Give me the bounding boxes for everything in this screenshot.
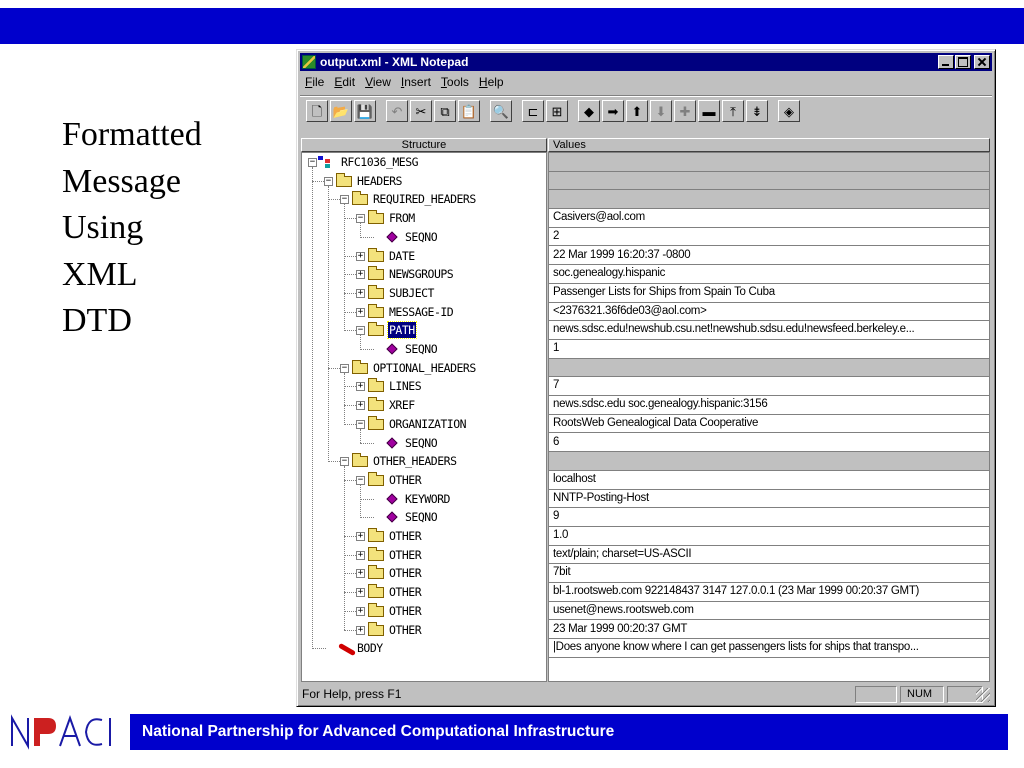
tree-row[interactable] — [302, 321, 546, 340]
expand-all-icon: ⤒ — [730, 103, 736, 119]
tree-row[interactable] — [302, 359, 546, 378]
footer-band — [130, 714, 1008, 750]
attribute-diamond-icon — [386, 437, 397, 448]
folder-icon — [368, 400, 384, 411]
folder-icon — [368, 568, 384, 579]
tree-row[interactable] — [302, 564, 546, 583]
copy-button[interactable] — [434, 100, 456, 122]
tree-row[interactable] — [302, 546, 546, 565]
tree-row[interactable] — [302, 377, 546, 396]
move-right-icon: ➡ — [607, 103, 619, 119]
tree-row[interactable] — [302, 209, 546, 228]
open-folder-button[interactable] — [330, 100, 352, 122]
validate-button[interactable] — [778, 100, 800, 122]
folder-icon — [368, 587, 384, 598]
npaci-logo — [8, 714, 120, 750]
value-cell[interactable]: 23 Mar 1999 00:20:37 GMT — [549, 621, 989, 640]
move-left-button[interactable] — [578, 100, 600, 122]
folder-icon — [368, 625, 384, 636]
expand-icon[interactable]: + — [357, 306, 364, 317]
collapse-icon[interactable]: − — [357, 213, 364, 224]
tree-node-label[interactable]: OTHER — [389, 603, 422, 618]
tree-node-label[interactable]: HEADERS — [357, 173, 402, 188]
tree-row[interactable] — [302, 228, 546, 247]
tree-node-label[interactable]: PATH — [389, 323, 415, 338]
folder-icon — [368, 381, 384, 392]
folder-icon — [368, 531, 384, 542]
value-cell[interactable]: localhost — [549, 471, 989, 490]
minimize-button[interactable] — [938, 55, 954, 69]
attribute-diamond-icon — [386, 493, 397, 504]
expand-icon[interactable]: + — [357, 568, 364, 579]
toolbar — [300, 95, 992, 125]
tree-node-label[interactable]: SEQNO — [405, 342, 438, 356]
menu-label-rest: elp — [487, 75, 504, 89]
value-cell[interactable] — [549, 153, 989, 172]
tree-row[interactable] — [302, 602, 546, 621]
open-folder-icon: 📂 — [332, 103, 350, 119]
tree-row[interactable] — [302, 434, 546, 453]
tree-node-label[interactable]: OTHER — [389, 472, 422, 487]
tree-row[interactable] — [302, 508, 546, 527]
value-cell[interactable]: news.sdsc.edu soc.genealogy.hispanic:3156 — [549, 396, 989, 415]
collapse-icon[interactable]: − — [341, 456, 348, 467]
folder-icon — [368, 288, 384, 299]
tree-node-label[interactable]: OTHER_HEADERS — [373, 454, 457, 469]
tree-node-label[interactable]: ORGANIZATION — [389, 416, 467, 431]
expand-icon[interactable]: + — [357, 287, 364, 298]
tree-row[interactable] — [302, 284, 546, 303]
collapse-icon[interactable]: − — [309, 157, 316, 167]
attribute-diamond-icon — [386, 231, 397, 242]
status-bar — [300, 684, 992, 704]
value-cell[interactable]: news.sdsc.edu!newshub.csu.net!newshub.sdsu.edu!newsfeed.berkeley.e... — [549, 321, 989, 340]
expand-icon[interactable]: + — [357, 250, 364, 261]
cut-icon: ✂ — [415, 103, 427, 119]
expand-icon[interactable]: + — [357, 587, 364, 598]
tree-connector — [360, 237, 374, 238]
tree-row[interactable] — [302, 471, 546, 490]
expand-icon[interactable]: + — [357, 549, 364, 560]
slide-title — [62, 112, 202, 345]
value-cell[interactable]: usenet@news.rootsweb.com — [549, 602, 989, 621]
tree-row[interactable] — [302, 621, 546, 640]
move-left-icon: ◆ — [584, 103, 594, 119]
folder-icon — [352, 456, 368, 467]
tree-node-label[interactable]: OTHER — [389, 585, 422, 600]
validate-icon: ◈ — [784, 103, 794, 119]
menu-label-rest: dit — [342, 75, 356, 89]
tree-row[interactable] — [302, 265, 546, 284]
move-down-button[interactable] — [650, 100, 672, 122]
value-cell[interactable]: Casivers@aol.com — [549, 209, 989, 228]
save-icon: 💾 — [356, 103, 374, 119]
menu-edit[interactable] — [329, 73, 360, 91]
text-node-icon — [338, 643, 356, 656]
xml-notepad-window[interactable] — [296, 49, 996, 707]
expand-button[interactable] — [674, 100, 696, 122]
move-down-icon: ⬇ — [655, 103, 667, 119]
tree-row[interactable] — [302, 639, 546, 658]
window-title: output.xml - XML Notepad — [320, 55, 469, 69]
folder-icon — [336, 176, 352, 187]
value-cell[interactable] — [549, 359, 989, 378]
tree-node-label[interactable]: OTHER — [389, 566, 422, 581]
find-button[interactable] — [490, 100, 512, 122]
tree-connector — [360, 443, 374, 444]
value-cell[interactable]: <2376321.36f6de03@aol.com> — [549, 303, 989, 322]
folder-icon — [368, 269, 384, 280]
tree-row[interactable] — [302, 172, 546, 191]
move-up-button[interactable] — [626, 100, 648, 122]
insert-child-button[interactable] — [546, 100, 568, 122]
move-up-icon: ⬆ — [631, 103, 643, 119]
menu-mnemonic: V — [365, 75, 373, 89]
status-num-indicator: NUM — [900, 686, 944, 703]
folder-icon — [368, 251, 384, 262]
folder-icon — [368, 606, 384, 617]
value-cell[interactable]: 2 — [549, 228, 989, 247]
slide-title-line: DTD — [62, 302, 132, 339]
folder-icon — [352, 194, 368, 205]
tree-row[interactable] — [302, 452, 546, 471]
footer-text: National Partnership for Advanced Computational Infrastructure — [142, 723, 615, 740]
xml-notepad-app-icon[interactable] — [302, 55, 316, 69]
insert-element-button[interactable] — [522, 100, 544, 122]
tree-row[interactable] — [302, 490, 546, 509]
collapse-icon[interactable]: − — [341, 362, 348, 373]
tree-node-label[interactable]: XREF — [389, 398, 415, 413]
attribute-diamond-icon — [386, 512, 397, 523]
tree-node-label[interactable]: SEQNO — [405, 435, 438, 450]
top-band — [0, 8, 1024, 44]
structure-column-header[interactable]: Structure — [301, 138, 547, 152]
value-cell[interactable] — [549, 452, 989, 471]
copy-icon: ⧉ — [440, 103, 450, 119]
menu-label-rest: iew — [372, 75, 391, 89]
folder-icon — [368, 307, 384, 318]
new-file-icon: 🗋 — [311, 103, 323, 119]
tree-row[interactable] — [302, 415, 546, 434]
status-pane-empty — [855, 686, 897, 703]
maximize-button[interactable] — [955, 55, 971, 69]
save-button[interactable] — [354, 100, 376, 122]
cut-button[interactable] — [410, 100, 432, 122]
value-cell[interactable]: 22 Mar 1999 16:20:37 -0800 — [549, 247, 989, 266]
collapse-icon[interactable]: − — [357, 418, 364, 429]
expand-icon[interactable]: + — [357, 269, 364, 280]
value-cell[interactable]: text/plain; charset=US-ASCII — [549, 546, 989, 565]
collapse-button[interactable] — [698, 100, 720, 122]
folder-icon — [368, 213, 384, 224]
collapse-icon[interactable]: − — [325, 175, 332, 186]
tree-row[interactable] — [302, 153, 546, 172]
window-titlebar[interactable] — [300, 53, 992, 71]
value-cell[interactable]: RootsWeb Genealogical Data Cooperative — [549, 415, 989, 434]
folder-icon — [368, 325, 384, 336]
tree-row[interactable] — [302, 303, 546, 322]
paste-icon: 📋 — [460, 103, 478, 119]
tree-row[interactable] — [302, 190, 546, 209]
value-cell[interactable]: bl-1.rootsweb.com 922148437 3147 127.0.0.1 (23 Mar 1999 00:20:37 GMT) — [549, 583, 989, 602]
folder-icon — [368, 550, 384, 561]
document-root-icon — [318, 156, 334, 168]
tree-node-label[interactable]: MESSAGE-ID — [389, 304, 454, 319]
tree-connector — [312, 648, 326, 649]
tree-row[interactable] — [302, 340, 546, 359]
expand-icon[interactable]: + — [357, 400, 364, 411]
menu-view[interactable] — [360, 73, 396, 91]
tree-node-label[interactable]: SEQNO — [405, 510, 438, 525]
tree-node-label[interactable]: OTHER — [389, 547, 422, 562]
slide-title-line: XML — [62, 255, 138, 293]
tree-connector — [360, 517, 374, 518]
menu-mnemonic: I — [400, 75, 405, 89]
menu-help[interactable] — [474, 73, 509, 91]
tree-node-label[interactable]: KEYWORD — [405, 491, 450, 506]
expand-icon: ✚ — [679, 103, 691, 119]
folder-icon — [368, 419, 384, 430]
menu-bar — [300, 73, 509, 91]
tree-node-label[interactable]: NEWSGROUPS — [389, 267, 454, 282]
slide-title-line: Using — [62, 209, 144, 246]
folder-icon — [368, 475, 384, 486]
slide-title-line: Message — [62, 162, 181, 200]
attribute-diamond-icon — [386, 343, 397, 354]
tree-row[interactable] — [302, 247, 546, 266]
collapse-icon: ▬ — [702, 103, 716, 119]
tree-node-label[interactable]: OTHER — [389, 529, 422, 543]
tree-node-label[interactable]: SEQNO — [405, 229, 438, 244]
tree-node-label[interactable]: OPTIONAL_HEADERS — [373, 360, 476, 375]
collapse-icon[interactable]: − — [357, 474, 364, 485]
value-cell[interactable]: 7bit — [549, 564, 989, 583]
tree-row[interactable] — [302, 527, 546, 546]
value-cell[interactable]: |Does anyone know where I can get passengers lists for ships that transpo... — [549, 639, 989, 658]
expand-all-button[interactable] — [722, 100, 744, 122]
find-icon: 🔍 — [492, 103, 510, 119]
new-file-button[interactable] — [306, 100, 328, 122]
paste-button[interactable] — [458, 100, 480, 122]
slide-title-line: Formatted — [62, 116, 202, 153]
expand-icon[interactable]: + — [357, 531, 364, 541]
move-right-button[interactable] — [602, 100, 624, 122]
value-cell[interactable]: soc.genealogy.hispanic — [549, 265, 989, 284]
expand-icon[interactable]: + — [357, 605, 364, 616]
value-cell[interactable]: 9 — [549, 508, 989, 527]
menu-tools[interactable] — [436, 73, 474, 91]
collapse-icon[interactable]: − — [357, 325, 364, 336]
tree-row[interactable] — [302, 583, 546, 602]
insert-element-icon: ⊏ — [527, 103, 539, 119]
collapse-icon[interactable]: − — [341, 194, 348, 205]
collapse-all-icon: ⇟ — [751, 103, 763, 119]
menu-label-rest: nsert — [404, 75, 431, 89]
menu-label-rest: ools — [446, 75, 469, 89]
tree-connector — [360, 349, 374, 350]
tree-node-label[interactable]: DATE — [389, 248, 415, 263]
tree-node-label[interactable]: SUBJECT — [389, 285, 434, 300]
collapse-all-button[interactable] — [746, 100, 768, 122]
tree-connector — [360, 499, 374, 500]
tree-node-label[interactable]: FROM — [389, 211, 415, 226]
folder-icon — [352, 363, 368, 374]
tree-node-label[interactable]: BODY — [357, 641, 383, 656]
expand-icon[interactable]: + — [357, 624, 364, 635]
expand-icon[interactable]: + — [357, 381, 364, 392]
tree-node-label[interactable]: REQUIRED_HEADERS — [373, 192, 476, 207]
tree-node-label[interactable]: OTHER — [389, 622, 422, 637]
value-cell[interactable]: NNTP-Posting-Host — [549, 490, 989, 509]
value-cell[interactable] — [549, 190, 989, 209]
close-button[interactable] — [974, 55, 990, 69]
value-cell[interactable]: 1.0 — [549, 527, 989, 546]
menu-file[interactable] — [300, 73, 329, 91]
undo-button[interactable] — [386, 100, 408, 122]
menu-mnemonic: H — [478, 75, 488, 89]
structure-tree[interactable] — [301, 152, 547, 682]
tree-node-label[interactable]: LINES — [389, 379, 422, 394]
status-help-text: For Help, press F1 — [302, 687, 402, 701]
tree-row[interactable] — [302, 396, 546, 415]
values-column-header[interactable]: Values — [548, 138, 990, 152]
tree-node-label[interactable]: RFC1036_MESG — [341, 155, 419, 169]
value-cell[interactable]: Passenger Lists for Ships from Spain To Cuba — [549, 284, 989, 303]
value-cell[interactable]: 6 — [549, 434, 989, 453]
menu-mnemonic: F — [305, 75, 313, 89]
value-cell[interactable]: 7 — [549, 377, 989, 396]
values-pane[interactable] — [548, 152, 990, 682]
insert-child-icon: ⊞ — [551, 103, 563, 119]
undo-icon: ↶ — [391, 103, 403, 119]
menu-label-rest: ile — [312, 75, 325, 89]
resize-grip-icon[interactable] — [976, 688, 990, 702]
menu-insert[interactable] — [396, 73, 436, 91]
value-cell[interactable] — [549, 172, 989, 191]
menu-mnemonic: T — [440, 75, 447, 89]
value-cell[interactable]: 1 — [549, 340, 989, 359]
menu-mnemonic: E — [334, 75, 343, 89]
